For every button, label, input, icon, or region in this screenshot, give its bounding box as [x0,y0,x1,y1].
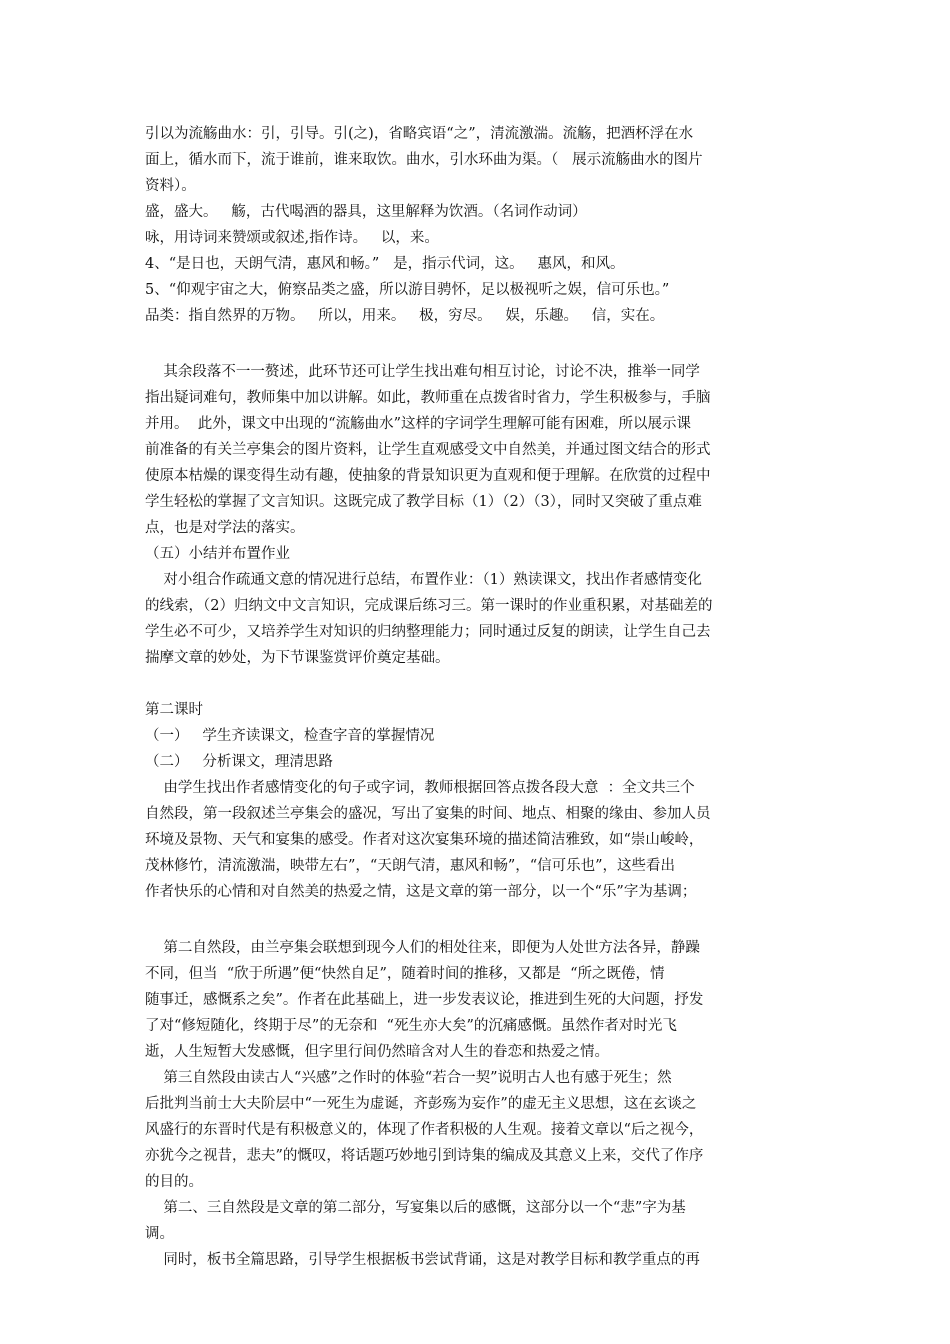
block-vocab-notes [145,121,805,329]
text-line: 盛，盛大。 觞，古代喝酒的器具，这里解释为饮酒。（名词作动词） [145,204,587,220]
text-line: 了对“修短随化，终期于尽”的无奈和 “死生亦大矣”的沉痛感慨。虽然作者对时光飞 [145,1018,677,1034]
text-line: 的目的。 [145,1174,203,1190]
text-line: 揣摩文章的妙处，为下节课鉴赏评价奠定基础。 [145,650,450,666]
block-second-lesson [145,697,805,905]
text-line: 咏，用诗词来赞颂或叙述,指作诗。 以，来。 [145,230,439,246]
text-line: 学生轻松的掌握了文言知识。这既完成了教学目标（1）（2）（3），同时又突破了重点难 [145,494,702,510]
section-heading: （二） 分析课文，理清思路 [145,754,333,770]
text-line: 茂林修竹，清流激湍，映带左右”，“天朗气清，惠风和畅”，“信可乐也”，这些看出 [145,858,676,874]
text-line: 指出疑词难句，教师集中加以讲解。如此，教师重在点拨省时省力，学生积极参与，手脑 [145,390,711,406]
text-line: 前准备的有关兰亭集会的图片资料，让学生直观感受文中自然美，并通过图文结合的形式 [145,442,711,458]
text-line: 面上，循水而下，流于谁前，谁来取饮。曲水，引水环曲为渠。（ 展示流觞曲水的图片 [145,152,703,168]
text-line: 品类：指自然界的万物。 所以，用来。 极，穷尽。 娱，乐趣。 信，实在。 [145,308,665,324]
text-line: 并用。 此外，课文中出现的“流觞曲水”这样的字词学生理解可能有困难，所以展示课 [145,416,692,432]
text-line: 环境及景物、天气和宴集的感受。作者对这次宴集环境的描述简洁雅致，如“崇山峻岭， [145,832,704,848]
text-line: 亦犹今之视昔，悲夫”的慨叹，将话题巧妙地引到诗集的编成及其意义上来，交代了作序 [145,1148,704,1164]
text-line: 第二、三自然段是文章的第二部分，写宴集以后的感慨，这部分以一个“悲”字为基 [145,1200,686,1216]
section-heading: （一） 学生齐读课文，检查字音的掌握情况 [145,728,435,744]
text-line: 作者快乐的心情和对自然美的热爱之情，这是文章的第一部分，以一个“乐”字为基调； [145,884,697,900]
text-line: 调。 [145,1226,174,1242]
text-line: 使原本枯燥的课变得生动有趣，使抽象的背景知识更为直观和便于理解。在欣赏的过程中 [145,468,711,484]
text-line: 随事迁，感慨系之矣”。作者在此基础上，进一步发表议论，推进到生死的大问题，抒发 [145,992,704,1008]
text-line: 同时，板书全篇思路，引导学生根据板书尝试背诵，这是对教学目标和教学重点的再 [145,1252,700,1268]
text-line: 对小组合作疏通文意的情况进行总结，布置作业：（1）熟读课文，找出作者感情变化 [145,572,702,588]
text-line: 引以为流觞曲水：引，引导。引(之)，省略宾语“之”，清流激湍。流觞，把酒杯浮在水 [145,126,694,142]
block-paragraph-analysis [145,935,805,1273]
text-line: 的线索，（2）归纳文中文言知识，完成课后练习三。第一课时的作业重积累，对基础差的 [145,598,713,614]
text-line: 其余段落不一一赘述，此环节还可让学生找出难句相互讨论，讨论不决，推举一同学 [145,364,700,380]
text-line: 点，也是对学法的落实。 [145,520,305,536]
text-line: 第三自然段由读古人“兴感”之作时的体验“若合一契”说明古人也有感于死生；然 [145,1070,672,1086]
document-page [145,121,805,1273]
section-heading: （五）小结并布置作业 [145,546,290,562]
text-line: 资料）。 [145,178,196,194]
paragraph-gap [145,905,805,935]
text-line: 学生必不可少，又培养学生对知识的归纳整理能力；同时通过反复的朗读，让学生自己去 [145,624,711,640]
paragraph-gap [145,329,805,359]
text-line: 不同，但当 “欣于所遇”便“快然自足”，随着时间的推移，又都是 “所之既倦，情 [145,966,665,982]
paragraph-gap [145,671,805,697]
text-line: 4、“是日也，天朗气清，惠风和畅。” 是，指示代词，这。 惠风，和风。 [145,256,625,272]
block-summary-homework [145,359,805,671]
text-line: 自然段，第一段叙述兰亭集会的盛况，写出了宴集的时间、地点、相聚的缘由、参加人员 [145,806,711,822]
text-line: 后批判当前士大夫阶层中“一死生为虚诞，齐彭殇为妄作”的虚无主义思想，这在玄谈之 [145,1096,697,1112]
text-line: 第二自然段，由兰亭集会联想到现今人们的相处往来，即便为人处世方法各异，静躁 [145,940,700,956]
text-line: 5、“仰观宇宙之大，俯察品类之盛，所以游目骋怀，足以极视听之娱，信可乐也。” [145,282,670,298]
text-line: 逝，人生短暂大发感慨，但字里行间仍然暗含对人生的眷恋和热爱之情。 [145,1044,609,1060]
lesson-heading: 第二课时 [145,702,203,718]
text-line: 风盛行的东晋时代是有积极意义的，体现了作者积极的人生观。接着文章以“后之视今， [145,1122,704,1138]
text-line: 由学生找出作者感情变化的句子或字词，教师根据回答点拨各段大意 ：全文共三个 [145,780,695,796]
